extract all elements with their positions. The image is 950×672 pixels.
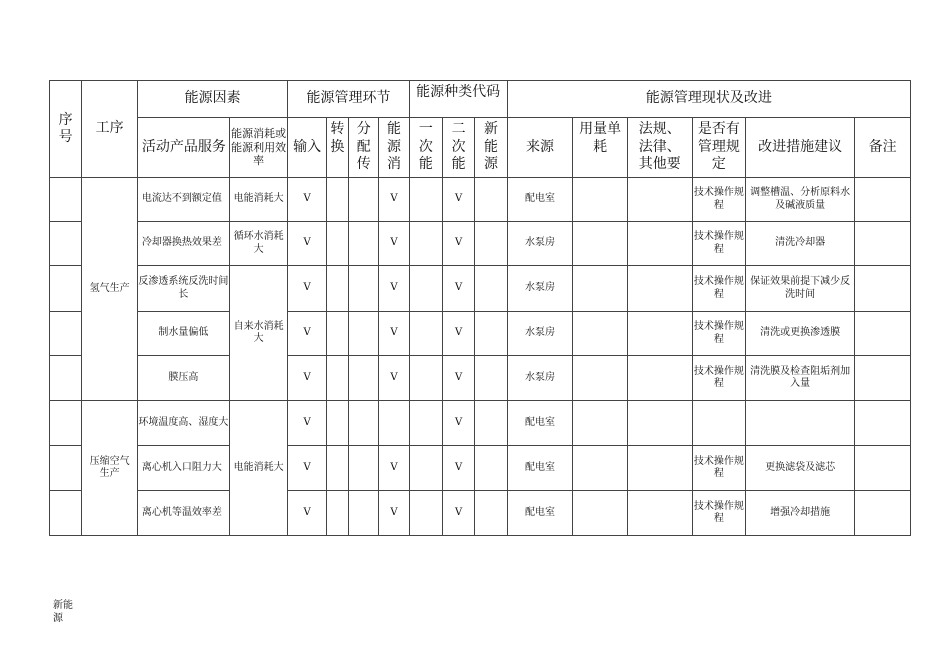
consumption-cell: 自来水消耗大 xyxy=(229,266,288,401)
consume-mark: V xyxy=(379,266,409,312)
secondary-mark: V xyxy=(443,222,475,266)
rule-cell: 技术操作规程 xyxy=(692,446,746,491)
table-row xyxy=(50,178,911,222)
consumption-cell: 电能消耗大 xyxy=(229,178,288,222)
primary-cell xyxy=(409,178,442,222)
rule-cell: 技术操作规程 xyxy=(692,266,746,312)
convert-cell xyxy=(326,266,348,312)
header-regulations: 法规、法律、其他要 xyxy=(627,118,692,178)
unit-cell xyxy=(573,356,628,401)
table-row xyxy=(50,446,911,491)
process-cell: 压缩空气生产 xyxy=(82,401,138,536)
new-energy-cell xyxy=(475,356,507,401)
remark-cell xyxy=(855,356,911,401)
secondary-mark: V xyxy=(443,491,475,536)
input-mark: V xyxy=(288,491,326,536)
source-cell: 配电室 xyxy=(507,446,573,491)
input-mark: V xyxy=(288,312,326,356)
distribute-cell xyxy=(349,312,379,356)
unit-cell xyxy=(573,266,628,312)
header-distribute: 分配传 xyxy=(349,118,379,178)
table-row xyxy=(50,491,911,536)
improve-cell xyxy=(746,401,855,446)
input-mark: V xyxy=(288,178,326,222)
primary-cell xyxy=(409,312,442,356)
header-energy-factors: 能源因素 xyxy=(137,81,288,118)
header-consume: 能源消 xyxy=(379,118,409,178)
new-energy-cell xyxy=(475,446,507,491)
header-convert: 转换 xyxy=(326,118,348,178)
input-mark: V xyxy=(288,446,326,491)
table-row xyxy=(50,401,911,446)
header-has-rule: 是否有管理规定 xyxy=(692,118,746,178)
input-mark: V xyxy=(288,356,326,401)
convert-cell xyxy=(326,356,348,401)
table-row xyxy=(50,222,911,266)
new-energy-cell xyxy=(475,222,507,266)
primary-cell xyxy=(409,446,442,491)
header-row-1 xyxy=(50,81,911,118)
header-row-2 xyxy=(50,118,911,178)
primary-cell xyxy=(409,401,442,446)
new-energy-cell xyxy=(475,266,507,312)
consume-mark: V xyxy=(379,222,409,266)
seq-cell xyxy=(50,178,82,222)
table-row xyxy=(50,312,911,356)
remark-cell xyxy=(855,312,911,356)
primary-cell xyxy=(409,491,442,536)
input-mark: V xyxy=(288,401,326,446)
distribute-cell xyxy=(349,178,379,222)
header-seq: 序号 xyxy=(50,81,82,178)
seq-cell xyxy=(50,222,82,266)
seq-cell xyxy=(50,446,82,491)
remark-cell xyxy=(855,446,911,491)
secondary-mark: V xyxy=(443,356,475,401)
header-remark: 备注 xyxy=(855,118,911,178)
header-source: 来源 xyxy=(507,118,573,178)
new-energy-cell xyxy=(475,178,507,222)
activity-cell: 环境温度高、湿度大 xyxy=(137,401,229,446)
new-energy-cell xyxy=(475,312,507,356)
law-cell xyxy=(627,178,692,222)
consume-mark: V xyxy=(379,446,409,491)
distribute-cell xyxy=(349,222,379,266)
rule-cell: 技术操作规程 xyxy=(692,178,746,222)
consume-mark: V xyxy=(379,491,409,536)
energy-factor-table xyxy=(49,80,911,536)
seq-cell xyxy=(50,266,82,312)
unit-cell xyxy=(573,178,628,222)
secondary-mark: V xyxy=(443,266,475,312)
source-cell: 水泵房 xyxy=(507,356,573,401)
seq-cell xyxy=(50,401,82,446)
header-status-improvement: 能源管理现状及改进 xyxy=(507,81,910,118)
distribute-cell xyxy=(349,356,379,401)
distribute-cell xyxy=(349,446,379,491)
secondary-mark: V xyxy=(443,312,475,356)
activity-cell: 电流达不到额定值 xyxy=(137,178,229,222)
improve-cell: 清洗或更换渗透膜 xyxy=(746,312,855,356)
consume-mark: V xyxy=(379,312,409,356)
remark-cell xyxy=(855,266,911,312)
law-cell xyxy=(627,312,692,356)
distribute-cell xyxy=(349,401,379,446)
improve-cell: 清洗冷却器 xyxy=(746,222,855,266)
primary-cell xyxy=(409,356,442,401)
unit-cell xyxy=(573,446,628,491)
rule-cell: 技术操作规程 xyxy=(692,491,746,536)
unit-cell xyxy=(573,312,628,356)
improve-cell: 保证效果前提下减少反洗时间 xyxy=(746,266,855,312)
law-cell xyxy=(627,222,692,266)
header-improvement: 改进措施建议 xyxy=(746,118,855,178)
activity-cell: 离心机入口阻力大 xyxy=(137,446,229,491)
law-cell xyxy=(627,491,692,536)
header-process: 工序 xyxy=(82,81,138,178)
unit-cell xyxy=(573,491,628,536)
input-mark: V xyxy=(288,266,326,312)
source-cell: 水泵房 xyxy=(507,222,573,266)
convert-cell xyxy=(326,312,348,356)
header-management-links: 能源管理环节 xyxy=(288,81,409,118)
rule-cell: 技术操作规程 xyxy=(692,222,746,266)
convert-cell xyxy=(326,401,348,446)
activity-cell: 反渗透系统反洗时间长 xyxy=(137,266,229,312)
secondary-mark: V xyxy=(443,401,475,446)
table-row xyxy=(50,266,911,312)
source-cell: 水泵房 xyxy=(507,312,573,356)
activity-cell: 离心机等温效率差 xyxy=(137,491,229,536)
consumption-cell: 循环水消耗大 xyxy=(229,222,288,266)
distribute-cell xyxy=(349,491,379,536)
consume-mark: V xyxy=(379,356,409,401)
improve-cell: 调整槽温、分析原料水及碱液质量 xyxy=(746,178,855,222)
header-secondary: 二次能 xyxy=(443,118,475,178)
activity-cell: 冷却器换热效果差 xyxy=(137,222,229,266)
secondary-mark: V xyxy=(443,178,475,222)
law-cell xyxy=(627,446,692,491)
activity-cell: 膜压高 xyxy=(137,356,229,401)
rule-cell: 技术操作规程 xyxy=(692,356,746,401)
source-cell: 配电室 xyxy=(507,178,573,222)
footnote: 新能源 xyxy=(53,600,73,624)
header-primary: 一次能 xyxy=(409,118,442,178)
secondary-mark: V xyxy=(443,446,475,491)
remark-cell xyxy=(855,178,911,222)
convert-cell xyxy=(326,222,348,266)
distribute-cell xyxy=(349,266,379,312)
convert-cell xyxy=(326,491,348,536)
header-input: 输入 xyxy=(288,118,326,178)
header-energy-type-codes: 能源种类代码 xyxy=(409,81,507,118)
seq-cell xyxy=(50,356,82,401)
rule-cell: 技术操作规程 xyxy=(692,312,746,356)
improve-cell: 更换滤袋及滤芯 xyxy=(746,446,855,491)
source-cell: 配电室 xyxy=(507,491,573,536)
primary-cell xyxy=(409,222,442,266)
new-energy-cell xyxy=(475,401,507,446)
header-new-energy: 新能源 xyxy=(475,118,507,178)
primary-cell xyxy=(409,266,442,312)
header-activity: 活动产品服务 xyxy=(137,118,229,178)
input-mark: V xyxy=(288,222,326,266)
unit-cell xyxy=(573,222,628,266)
unit-cell xyxy=(573,401,628,446)
seq-cell xyxy=(50,491,82,536)
activity-cell: 制水量偏低 xyxy=(137,312,229,356)
law-cell xyxy=(627,266,692,312)
convert-cell xyxy=(326,446,348,491)
remark-cell xyxy=(855,491,911,536)
header-consumption: 能源消耗或能源利用效率 xyxy=(229,118,288,178)
remark-cell xyxy=(855,401,911,446)
process-cell: 氢气生产 xyxy=(82,178,138,401)
table-row xyxy=(50,356,911,401)
improve-cell: 清洗膜及检查阻垢剂加入量 xyxy=(746,356,855,401)
remark-cell xyxy=(855,222,911,266)
consumption-cell: 电能消耗大 xyxy=(229,401,288,536)
improve-cell: 增强冷却措施 xyxy=(746,491,855,536)
law-cell xyxy=(627,356,692,401)
rule-cell xyxy=(692,401,746,446)
new-energy-cell xyxy=(475,491,507,536)
consume-mark: V xyxy=(379,178,409,222)
source-cell: 水泵房 xyxy=(507,266,573,312)
seq-cell xyxy=(50,312,82,356)
convert-cell xyxy=(326,178,348,222)
source-cell: 配电室 xyxy=(507,401,573,446)
law-cell xyxy=(627,401,692,446)
consume-mark xyxy=(379,401,409,446)
header-unit-consumption: 用量单耗 xyxy=(573,118,628,178)
